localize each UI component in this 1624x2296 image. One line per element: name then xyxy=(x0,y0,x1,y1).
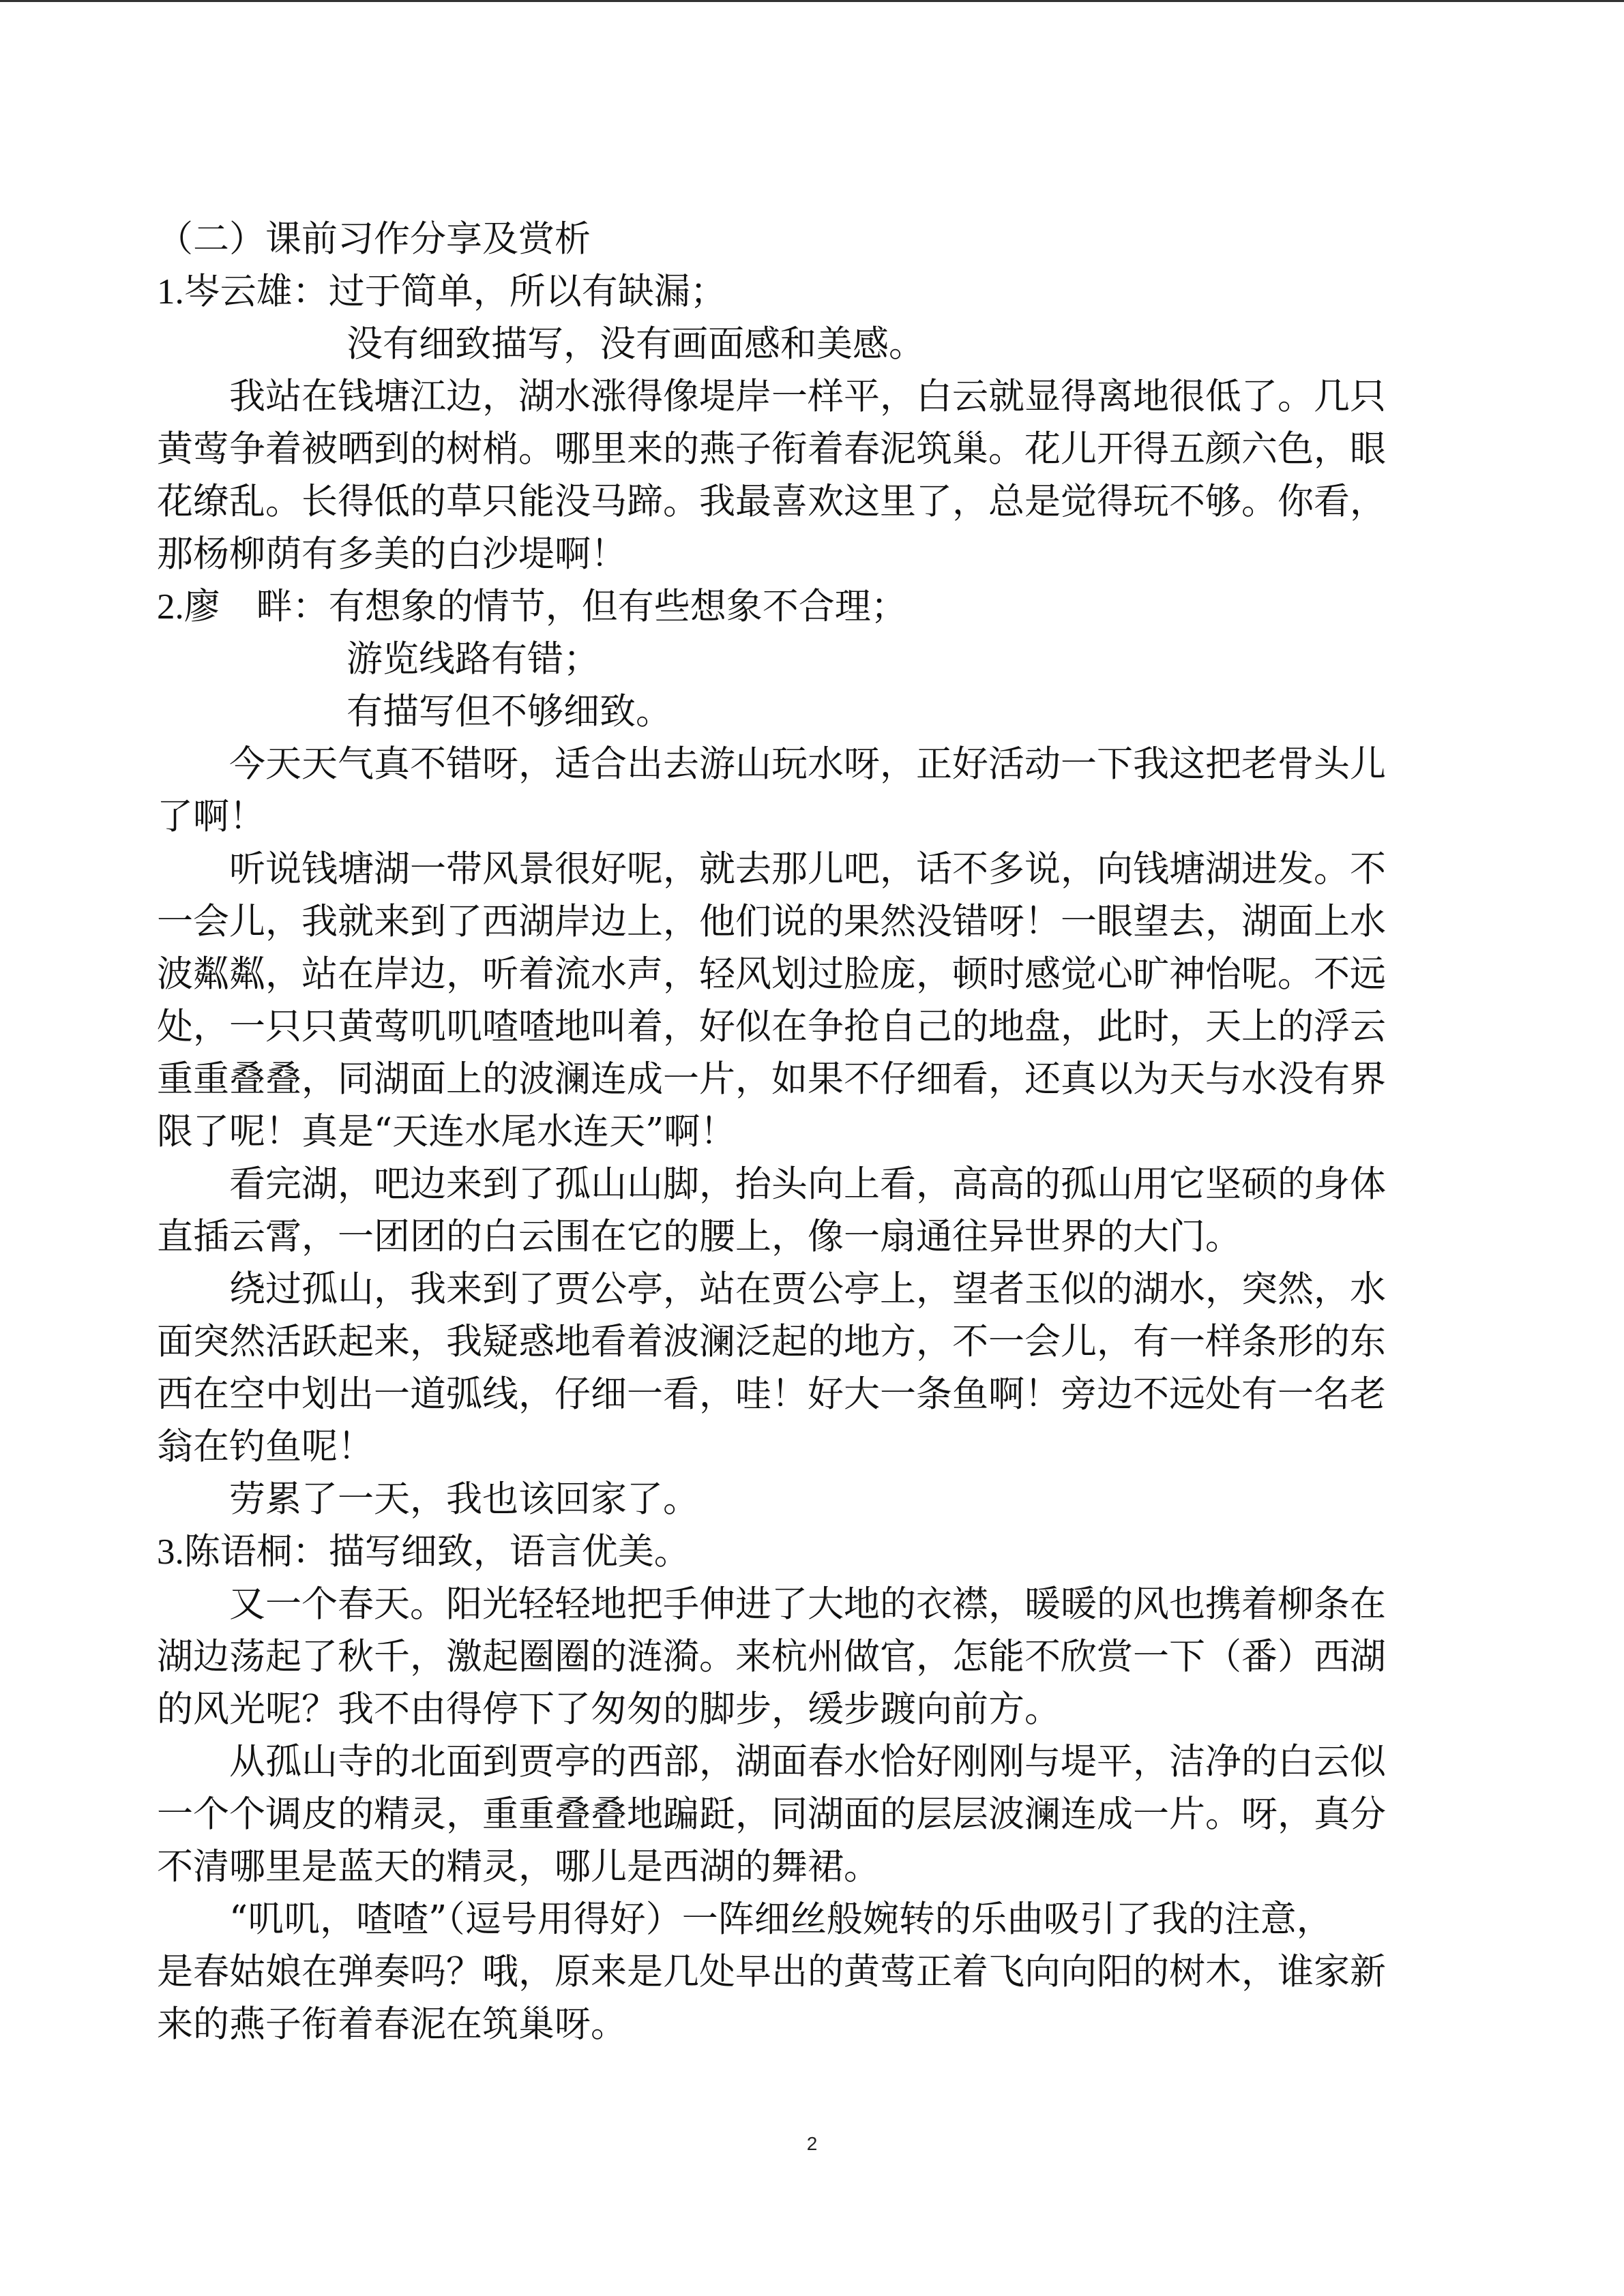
item2-p4-line: 面突然活跃起来，我疑惑地看着波澜泛起的地方，不一会儿，有一样条形的东 xyxy=(157,1321,1386,1362)
item3-label: 3.陈语桐： xyxy=(157,1532,329,1572)
item2-p1-line: 了啊！ xyxy=(157,796,265,837)
item1-essay-line: 那杨柳荫有多美的白沙堤啊！ xyxy=(157,533,627,575)
item2-p3-line: 直插云霄，一团团的白云围在它的腰上，像一扇通往异世界的大门。 xyxy=(157,1216,1241,1257)
page-content xyxy=(157,213,1456,2051)
item3-p1-line: 的风光呢？我不由得停下了匆匆的脚步，缓步踱向前方。 xyxy=(157,1688,1061,1730)
section-heading: （二）课前习作分享及赏析 xyxy=(157,218,591,260)
item2-p4-line: 绕过孤山，我来到了贾公亭，站在贾公亭上，望者玉似的湖水，突然，水 xyxy=(229,1268,1386,1310)
item2-comment1: 有想象的情节，但有些想象不合理； xyxy=(328,586,907,627)
item1-label: 1.岑云雄： xyxy=(157,272,329,312)
item3-first-line xyxy=(157,1525,1456,1578)
item1-essay-line: 我站在钱塘江边，湖水涨得像堤岸一样平，白云就显得离地很低了。几只 xyxy=(229,376,1386,417)
item3-p1-line: 湖边荡起了秋千，激起圈圈的涟漪。来杭州做官，怎能不欣赏一下（番）西湖 xyxy=(157,1636,1386,1678)
item2-p2-line: 处，一只只黄莺叽叽喳喳地叫着，好似在争抢自己的地盘，此时，天上的浮云 xyxy=(157,1006,1386,1047)
item2-first-line xyxy=(157,580,1456,633)
item1-essay-line: 黄莺争着被晒到的树梢。哪里来的燕子衔着春泥筑巢。花儿开得五颜六色，眼 xyxy=(157,428,1386,470)
top-border-line xyxy=(0,0,1624,2)
item3-p3-line: “叽叽，喳喳”（逗号用得好）一阵细丝般婉转的乐曲吸引了我的注意， xyxy=(229,1898,1333,1940)
item3-p2-line: 一个个调皮的精灵，重重叠叠地蹁跹，同湖面的层层波澜连成一片。呀，真分 xyxy=(157,1793,1386,1835)
item2-label: 2.廖 畔： xyxy=(157,587,329,627)
item2-p2-line: 重重叠叠，同湖面上的波澜连成一片，如果不仔细看，还真以为天与水没有界 xyxy=(157,1058,1386,1100)
item2-p2-line: 听说钱塘湖一带风景很好呢，就去那儿吧，话不多说，向钱塘湖进发。不 xyxy=(229,848,1386,890)
item2-p2-line: 一会儿，我就来到了西湖岸边上，他们说的果然没错呀！一眼望去，湖面上水 xyxy=(157,901,1386,942)
item1-first-line xyxy=(157,265,1456,318)
page-number: 2 xyxy=(806,2133,818,2154)
item3-p2-line: 从孤山寺的北面到贾亭的西部，湖面春水恰好刚刚与堤平，洁净的白云似 xyxy=(229,1741,1386,1783)
item2-p1-line: 今天天气真不错呀，适合出去游山玩水呀，正好活动一下我这把老骨头儿 xyxy=(229,743,1386,785)
item2-p3-line: 看完湖，吧边来到了孤山山脚，抬头向上看，高高的孤山用它坚硕的身体 xyxy=(229,1163,1386,1205)
item2-p4-line: 西在空中划出一道弧线，仔细一看，哇！好大一条鱼啊！旁边不远处有一名老 xyxy=(157,1373,1386,1415)
item1-essay-line: 花缭乱。长得低的草只能没马蹄。我最喜欢这里了，总是觉得玩不够。你看， xyxy=(157,481,1386,522)
item2-p4-line: 翁在钓鱼呢！ xyxy=(157,1426,374,1467)
item3-comment1: 描写细致，语言优美。 xyxy=(328,1531,690,1572)
item1-comment1: 过于简单，所以有缺漏； xyxy=(328,271,726,312)
item3-p2-line: 不清哪里是蓝天的精灵，哪儿是西湖的舞裙。 xyxy=(157,1846,880,1888)
item3-p1-line: 又一个春天。阳光轻轻地把手伸进了大地的衣襟，暖暖的风也携着柳条在 xyxy=(229,1583,1386,1625)
item2-p2-line: 波粼粼，站在岸边，听着流水声，轻风划过脸庞，顿时感觉心旷神怡呢。不远 xyxy=(157,953,1386,995)
item2-p5: 劳累了一天，我也该回家了。 xyxy=(229,1478,699,1520)
item3-p3-line: 是春姑娘在弹奏吗？哦，原来是几处早出的黄莺正着飞向向阳的树木，谁家新 xyxy=(157,1951,1386,1993)
item2-comment2: 游览线路有错； xyxy=(346,638,600,680)
item1-comment2: 没有细致描写，没有画面感和美感。 xyxy=(346,323,925,365)
item2-p2-line: 限了呢！真是“天连水尾水连天”啊！ xyxy=(157,1111,737,1152)
item3-p3-line: 来的燕子衔着春泥在筑巢呀。 xyxy=(157,2003,627,2045)
item2-comment3: 有描写但不够细致。 xyxy=(346,691,672,732)
